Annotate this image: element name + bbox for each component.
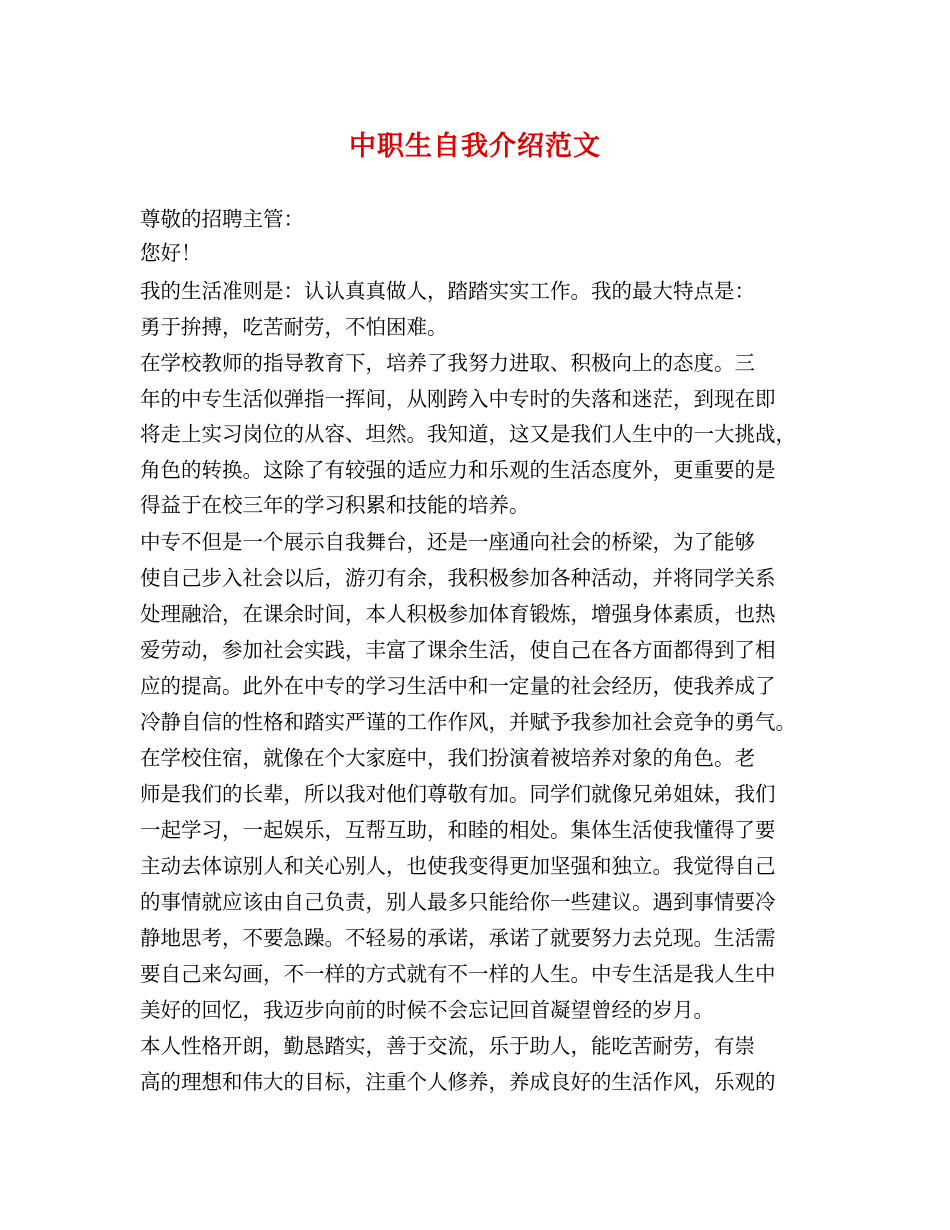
- body-line: 年的中专生活似弹指一挥间，从刚跨入中专时的失落和迷茫，到现在即: [140, 387, 776, 411]
- body-line: 角色的转换。这除了有较强的适应力和乐观的生活态度外，更重要的是: [140, 458, 776, 482]
- body-line: 主动去体谅别人和关心别人，也使我变得更加坚强和独立。我觉得自己: [140, 854, 776, 878]
- body-line: 我的生活准则是：认认真真做人，踏踏实实工作。我的最大特点是：: [140, 279, 755, 303]
- body-line: 的事情就应该由自己负责，别人最多只能给你一些建议。遇到事情要冷: [140, 890, 776, 914]
- body-line: 高的理想和伟大的目标，注重个人修养，养成良好的生活作风，乐观的: [140, 1070, 776, 1094]
- body-line: 要自己来勾画，不一样的方式就有不一样的人生。中专生活是我人生中: [140, 962, 776, 986]
- body-line: 得益于在校三年的学习积累和技能的培养。: [140, 493, 530, 517]
- body-line: 应的提高。此外在中专的学习生活中和一定量的社会经历，使我养成了: [140, 674, 776, 698]
- body-line: 爱劳动，参加社会实践，丰富了课余生活，使自己在各方面都得到了相: [140, 638, 776, 662]
- body-line: 在学校住宿，就像在个大家庭中，我们扮演着被培养对象的角色。老: [140, 746, 755, 770]
- body-line: 使自己步入社会以后，游刃有余，我积极参加各种活动，并将同学关系: [140, 566, 776, 590]
- body-line: 师是我们的长辈，所以我对他们尊敬有加。同学们就像兄弟姐妹，我们: [140, 782, 776, 806]
- body-line: 中专不但是一个展示自我舞台，还是一座通向社会的桥梁，为了能够: [140, 530, 755, 554]
- body-line: 一起学习，一起娱乐，互帮互助，和睦的相处。集体生活使我懂得了要: [140, 818, 776, 842]
- body-line: 本人性格开朗，勤恳踏实，善于交流，乐于助人，能吃苦耐劳，有崇: [140, 1034, 755, 1058]
- salutation-line: 尊敬的招聘主管：: [140, 207, 304, 231]
- body-line: 处理融洽，在课余时间，本人积极参加体育锻炼，增强身体素质，也热: [140, 602, 776, 626]
- body-line: 将走上实习岗位的从容、坦然。我知道，这又是我们人生中的一大挑战，: [140, 422, 796, 446]
- body-line: 冷静自信的性格和踏实严谨的工作作风，并赋予我参加社会竞争的勇气。: [140, 710, 796, 734]
- greeting-line: 您好！: [140, 241, 202, 265]
- body-line: 在学校教师的指导教育下，培养了我努力进取、积极向上的态度。三: [140, 351, 755, 375]
- body-line: 静地思考，不要急躁。不轻易的承诺，承诺了就要努力去兑现。生活需: [140, 926, 776, 950]
- body-line: 美好的回忆，我迈步向前的时候不会忘记回首凝望曾经的岁月。: [140, 998, 714, 1022]
- document-title: 中职生自我介绍范文: [349, 131, 601, 162]
- body-line: 勇于拚搏，吃苦耐劳，不怕困难。: [140, 315, 448, 339]
